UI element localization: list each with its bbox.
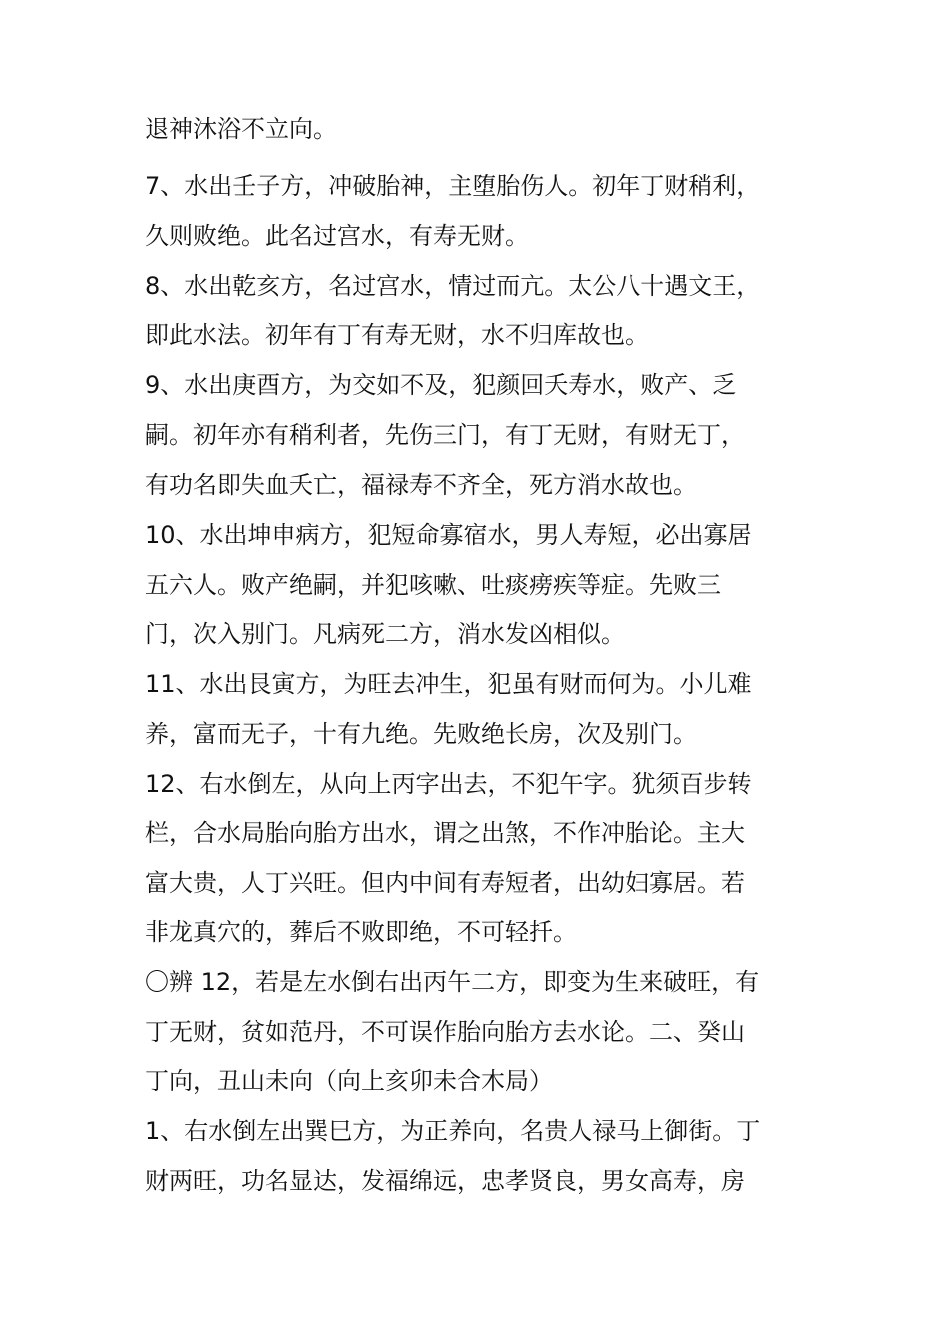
text-line: 栏，合水局胎向胎方出水，谓之出煞，不作冲胎论。主大 — [145, 819, 745, 847]
text-line: 丁向，丑山未向（向上亥卯未合木局） — [145, 1067, 553, 1095]
text-line: 财两旺，功名显达，发福绵远，忠孝贤良，男女高寿，房 — [145, 1167, 745, 1195]
text-line: 7、水出壬子方，冲破胎神，主堕胎伤人。初年丁财稍利， — [145, 172, 761, 200]
text-line: 嗣。初年亦有稍利者，先伤三门，有丁无财，有财无丁， — [145, 421, 745, 449]
text-line: 11、水出艮寅方，为旺去冲生，犯虽有财而何为。小儿难 — [145, 670, 752, 698]
text-line: 10、水出坤申病方，犯短命寡宿水，男人寿短，必出寡居 — [145, 521, 752, 549]
text-line: 门，次入别门。凡病死二方，消水发凶相似。 — [145, 620, 625, 648]
text-line: 〇辨 12，若是左水倒右出丙午二方，即变为生来破旺，有 — [145, 968, 760, 996]
text-line: 五六人。败产绝嗣，并犯咳嗽、吐痰痨疾等症。先败三 — [145, 571, 721, 599]
text-line: 久则败绝。此名过宫水，有寿无财。 — [145, 222, 529, 250]
text-line: 退神沐浴不立向。 — [145, 115, 337, 143]
text-line: 富大贵，人丁兴旺。但内中间有寿短者，出幼妇寡居。若 — [145, 869, 745, 897]
text-line: 非龙真穴的，葬后不败即绝，不可轻扦。 — [145, 918, 577, 946]
text-line: 有功名即失血夭亡，福禄寿不齐全，死方消水故也。 — [145, 471, 697, 499]
text-line: 养，富而无子，十有九绝。先败绝长房，次及别门。 — [145, 720, 697, 748]
text-line: 8、水出乾亥方，名过宫水，情过而亢。太公八十遇文王， — [145, 272, 761, 300]
text-line: 9、水出庚酉方，为交如不及，犯颜回夭寿水，败产、乏 — [145, 371, 737, 399]
text-line: 即此水法。初年有丁有寿无财，水不归库故也。 — [145, 321, 649, 349]
text-line: 丁无财，贫如范丹，不可误作胎向胎方去水论。二、癸山 — [145, 1018, 745, 1046]
text-line: 1、右水倒左出巽巳方，为正养向，名贵人禄马上御街。丁 — [145, 1117, 761, 1145]
text-line: 12、右水倒左，从向上丙字出去，不犯午字。犹须百步转 — [145, 770, 752, 798]
